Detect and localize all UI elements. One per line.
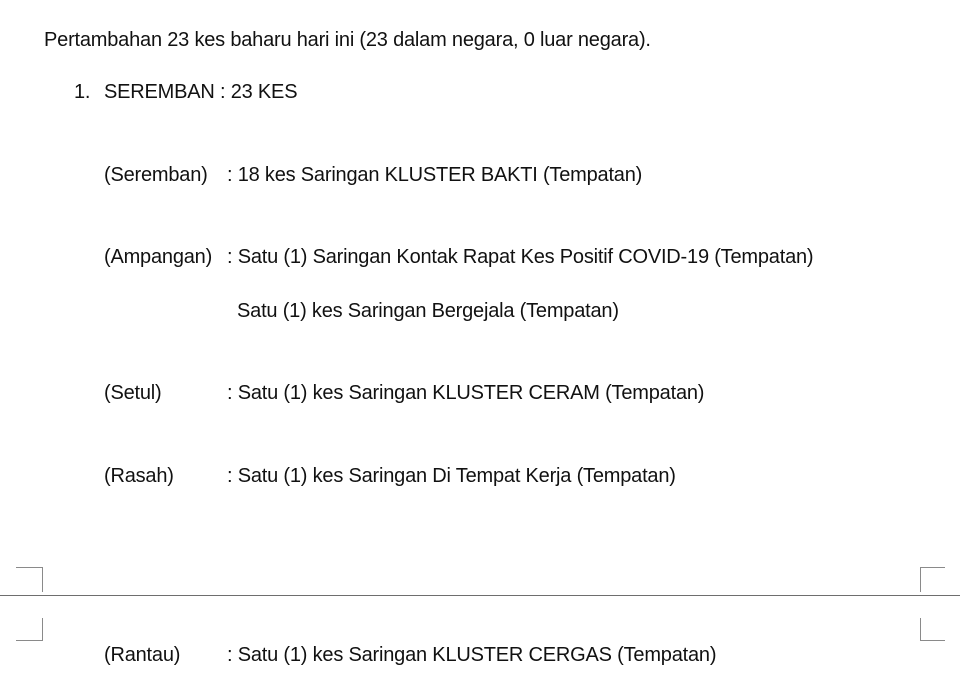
list-heading: SEREMBAN : 23 KES	[104, 81, 298, 103]
entry-detail-rasah: : Satu (1) kes Saringan Di Tempat Kerja (Tempatan)	[227, 465, 676, 487]
entry-continuation-ampangan: Satu (1) kes Saringan Bergejala (Tempatan)	[237, 300, 619, 322]
entry-detail-setul: : Satu (1) kes Saringan KLUSTER CERAM (Tempatan)	[227, 382, 705, 404]
entry-detail-rantau: : Satu (1) kes Saringan KLUSTER CERGAS (Tempatan)	[227, 644, 717, 666]
entry-area-rantau: (Rantau)	[104, 644, 181, 666]
entry-detail-seremban: : 18 kes Saringan KLUSTER BAKTI (Tempatan)	[227, 164, 643, 186]
crop-mark-top-left	[16, 618, 43, 641]
entry-area-seremban: (Seremban)	[104, 164, 208, 186]
entry-detail-ampangan: : Satu (1) Saringan Kontak Rapat Kes Positif COVID-19 (Tempatan)	[227, 246, 814, 268]
intro-paragraph: Pertambahan 23 kes baharu hari ini (23 dalam negara, 0 luar negara).	[44, 29, 651, 51]
crop-mark-bottom-right	[920, 567, 945, 592]
entry-area-rasah: (Rasah)	[104, 465, 174, 487]
crop-mark-bottom-left	[16, 567, 43, 592]
crop-mark-top-right	[920, 618, 945, 641]
list-number: 1.	[74, 81, 91, 103]
entry-area-ampangan: (Ampangan)	[104, 246, 213, 268]
entry-area-setul: (Setul)	[104, 382, 162, 404]
page-break-line	[0, 595, 960, 596]
